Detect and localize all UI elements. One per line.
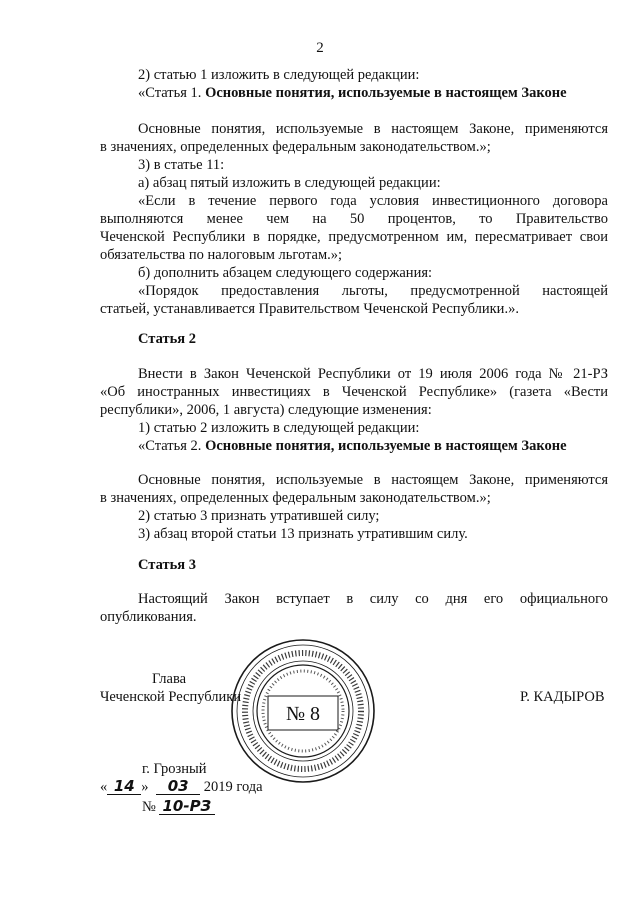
seal-number: № 8	[285, 703, 321, 725]
article-heading: Статья 2	[138, 331, 196, 347]
number-prefix: №	[142, 799, 156, 815]
text-line	[138, 437, 608, 455]
date-year: 2019 года	[203, 779, 263, 795]
date-month: 03	[156, 778, 200, 795]
page-number: 2	[316, 40, 324, 56]
text-line: 2) статью 1 изложить в следующей редакции:	[138, 67, 420, 83]
signatory-title: Глава	[152, 671, 187, 687]
official-seal-icon	[228, 636, 378, 786]
signatory-name: Р. КАДЫРОВ	[520, 689, 605, 705]
text-line: Внести в Закон Чеченской Республики от 19 июля 2006 года № 21-РЗ	[138, 366, 608, 382]
law-number	[142, 798, 215, 816]
signing-date	[100, 778, 263, 796]
text-line: Основные понятия, используемые в настоящем Законе, применяются	[138, 472, 608, 488]
text-line: опубликования.	[100, 609, 197, 625]
text-line: в значениях, определенных федеральным законодательством.»;	[100, 139, 491, 155]
text-line: 3) в статье 11:	[138, 157, 225, 173]
text-line: 3) абзац второй статьи 13 признать утратившим силу.	[138, 526, 468, 542]
text-line: в значениях, определенных федеральным законодательством.»;	[100, 490, 491, 506]
text-line: б) дополнить абзацем следующего содержания:	[138, 265, 433, 281]
number-value: 10-РЗ	[159, 798, 215, 815]
text-line: 1) статью 2 изложить в следующей редакции:	[138, 420, 420, 436]
city: г. Грозный	[142, 761, 207, 777]
text-line: выполняются менее чем на 50 процентов, то Правительство	[100, 211, 608, 227]
signatory-title: Чеченской Республики	[100, 689, 242, 705]
text-line: Основные понятия, используемые в настоящем Законе, применяются	[138, 121, 608, 137]
text-line: 2) статью 3 признать утратившей силу;	[138, 508, 380, 524]
text-line: обязательства по налоговым льготам.»;	[100, 247, 343, 263]
text-fragment: «Статья 1.	[138, 85, 206, 101]
quote-open: «	[100, 779, 108, 795]
text-line: «Порядок предоставления льготы, предусмотренной настоящей	[138, 283, 608, 299]
text-line: «Если в течение первого года условия инвестиционного договора	[138, 193, 608, 209]
text-fragment: «Статья 2.	[138, 438, 206, 454]
text-line: республики», 2006, 1 августа) следующие изменения:	[100, 402, 432, 418]
text-line: Чеченской Республики в порядке, предусмотренном им, пересматривает свои	[100, 229, 608, 245]
article-title: Основные понятия, используемые в настоящем Законе	[205, 85, 567, 101]
text-line: Настоящий Закон вступает в силу со дня его официального	[138, 591, 608, 607]
quote-close: »	[141, 779, 149, 795]
text-line: статьей, устанавливается Правительством Чеченской Республики.».	[100, 301, 519, 317]
text-line	[138, 84, 608, 102]
article-title: Основные понятия, используемые в настоящем Законе	[205, 438, 567, 454]
text-line: а) абзац пятый изложить в следующей редакции:	[138, 175, 441, 191]
article-heading: Статья 3	[138, 557, 196, 573]
date-day: 14	[107, 778, 141, 795]
text-line: «Об иностранных инвестициях в Чеченской Республике» (газета «Вести	[100, 384, 608, 400]
